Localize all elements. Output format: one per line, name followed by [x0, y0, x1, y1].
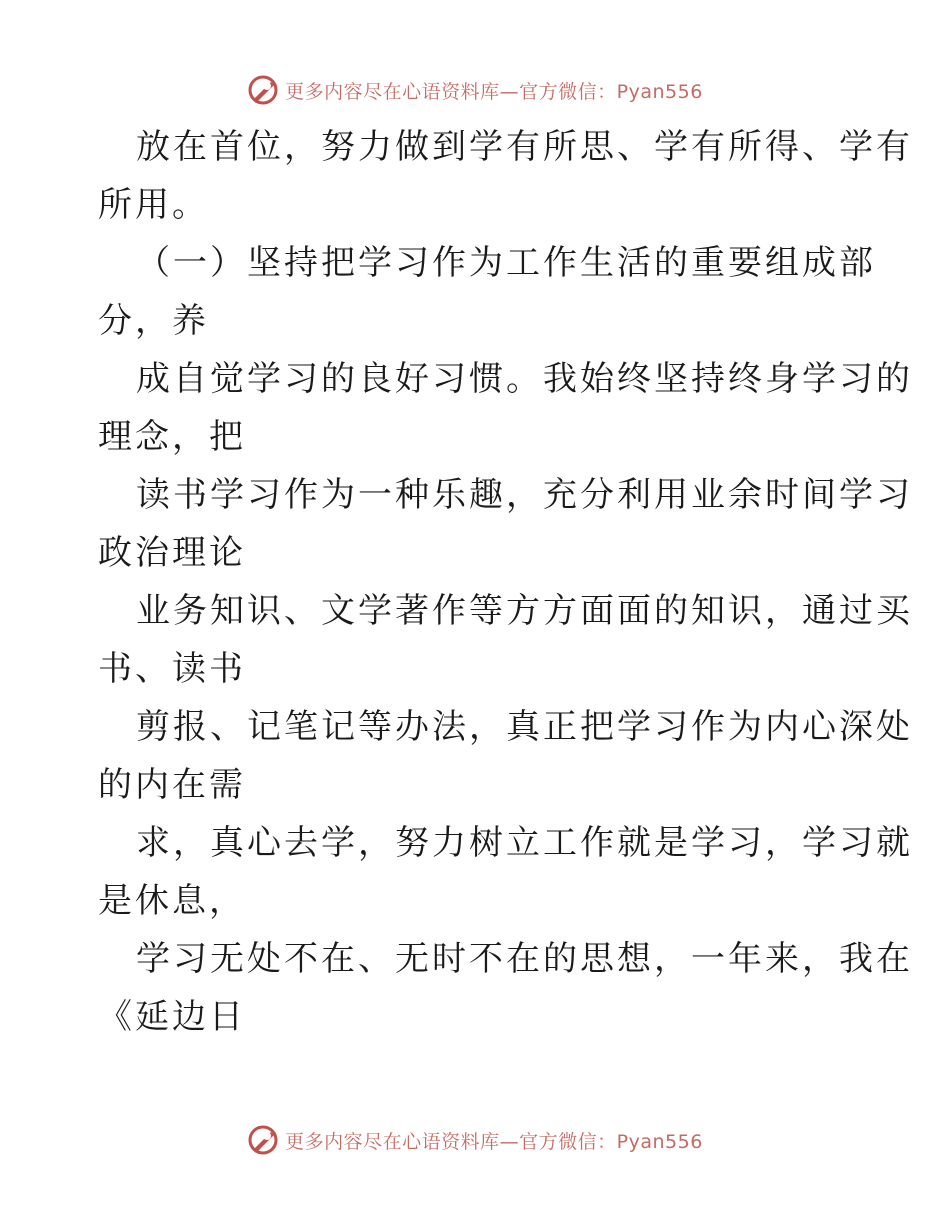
text-line: 理念，把 [98, 417, 246, 457]
text-line: （一）坚持把学习作为工作生活的重要组成部 [136, 243, 876, 283]
text-line: 成自觉学习的良好习惯。我始终坚持终身学习的 [136, 359, 913, 399]
text-line: 放在首位，努力做到学有所思、学有所得、学有 [136, 127, 913, 167]
pen-circle-logo-icon [247, 74, 279, 106]
text-line: 剪报、记笔记等办法，真正把学习作为内心深处 [136, 707, 913, 747]
text-line: 政治理论 [98, 533, 246, 573]
text-line: 求，真心去学，努力树立工作就是学习，学习就 [136, 823, 913, 863]
text-line: 《延边日 [98, 997, 246, 1037]
text-line: 读书学习作为一种乐趣，充分利用业余时间学习 [136, 475, 913, 515]
text-line: 书、读书 [98, 649, 246, 689]
header-watermark [0, 70, 950, 110]
text-line: 业务知识、文学著作等方方面面的知识，通过买 [136, 591, 913, 631]
document-body [98, 118, 913, 1046]
text-line: 的内在需 [98, 765, 246, 805]
text-line: 是休息， [98, 881, 246, 921]
pen-circle-logo-icon [247, 1124, 279, 1156]
watermark-text: 更多内容尽在心语资料库—官方微信：Pyan556 [285, 1130, 703, 1153]
text-line: 所用。 [98, 185, 209, 225]
watermark-text: 更多内容尽在心语资料库—官方微信：Pyan556 [285, 80, 703, 103]
footer-watermark [0, 1120, 950, 1160]
text-line: 学习无处不在、无时不在的思想，一年来，我在 [136, 939, 913, 979]
text-line: 分，养 [98, 301, 209, 341]
